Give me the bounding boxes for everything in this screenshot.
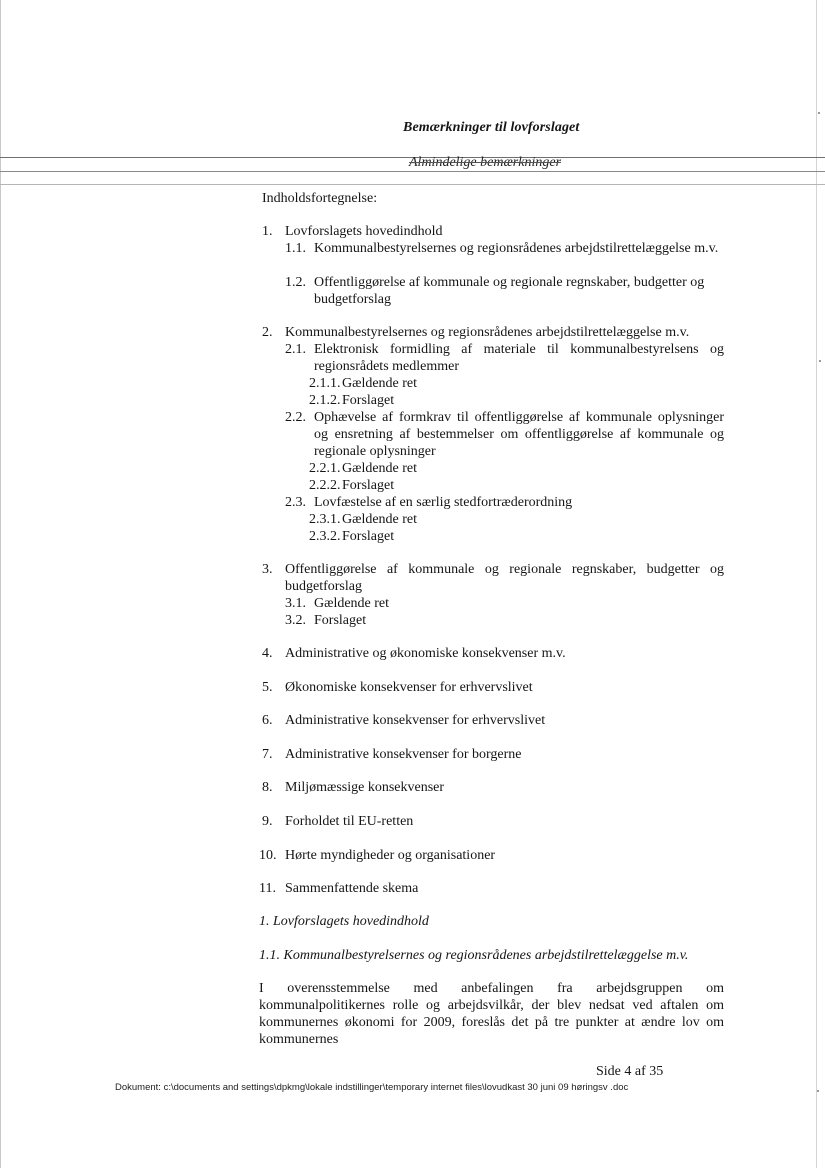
toc-item-label: Offentliggørelse af kommunale og regionale regnskaber, budgetter og budgetforslag — [314, 275, 705, 307]
toc-item-label: Forslaget — [342, 393, 395, 408]
toc-number: 2.2. — [285, 410, 306, 425]
toc-item-label: Kommunalbestyrelsernes og regionsrådenes arbejdstilrettelæggelse m.v. — [314, 241, 719, 256]
toc-item-label: Forholdet til EU-retten — [285, 814, 414, 829]
section-heading: 1. Lovforslagets hovedindhold — [259, 914, 429, 929]
toc-number: 9. — [262, 814, 273, 829]
toc-item-label: Hørte myndigheder og organisationer — [285, 848, 496, 863]
toc-item-label: Gældende ret — [342, 461, 418, 476]
toc-item-label: Gældende ret — [342, 512, 418, 527]
toc-item-label: Forslaget — [314, 613, 367, 628]
toc-number: 11. — [259, 881, 276, 896]
toc-number: 1.1. — [285, 241, 306, 256]
toc-heading: Indholdsfortegnelse: — [262, 191, 378, 206]
toc-item-label: Kommunalbestyrelsernes og regionsrådenes arbejdstilrettelæggelse m.v. — [285, 325, 690, 340]
toc-number: 2.2.2. — [309, 478, 341, 493]
toc-item-label: Administrative og økonomiske konsekvenser m.v. — [285, 646, 566, 661]
toc-item-label: Forslaget — [342, 529, 395, 544]
toc-item-label: Miljømæssige konsekvenser — [285, 780, 445, 795]
toc-item-label: Økonomiske konsekvenser for erhvervslivet — [285, 680, 533, 695]
toc-item-label: Elektronisk formidling af materiale til kommunalbestyrelsens og regionsrådets medlemmer — [314, 342, 724, 374]
subsection-heading: 1.1. Kommunalbestyrelsernes og regionsrådenes arbejdstilrettelæggelse m.v. — [259, 948, 689, 963]
page-header-title: Bemærkninger til lovforslaget — [403, 120, 580, 135]
toc-item-label: Forslaget — [342, 478, 395, 493]
toc-number: 3. — [262, 562, 273, 577]
toc-number: 3.1. — [285, 596, 306, 611]
toc-item-label: Administrative konsekvenser for erhvervslivet — [285, 713, 546, 728]
toc-item-label: Lovfæstelse af en særlig stedfortræderordning — [314, 495, 573, 510]
toc-number: 10. — [259, 848, 277, 863]
toc-item-label: Gældende ret — [314, 596, 390, 611]
toc-number: 2.1. — [285, 342, 306, 357]
toc-number: 2.3.2. — [309, 529, 341, 544]
toc-number: 2.2.1. — [309, 461, 341, 476]
page-header-subtitle: Almindelige bemærkninger — [409, 155, 562, 170]
toc-item-label: Ophævelse af formkrav til offentliggørelse af kommunale oplysninger og ensretning af bestemmelser om offentliggørelse af kommunale og regionale oplysninger — [314, 410, 724, 459]
body-paragraph: I overensstemmelse med anbefalingen fra arbejdsgruppen om kommunalpolitikernes rolle og arbejdsvilkår, der blev nedsat ved aftalen om kommunernes økonomi for 2009, foreslås det på tre punkter at ændre lov om kommunernes — [259, 981, 724, 1047]
toc-number: 3.2. — [285, 613, 306, 628]
toc-number: 5. — [262, 680, 273, 695]
toc-number: 2.3.1. — [309, 512, 341, 527]
toc-number: 4. — [262, 646, 273, 661]
document-path: Dokument: c:\documents and settings\dpkmg\lokale indstillinger\temporary internet files\lovudkast 30 juni 09 høringsv .doc — [115, 1082, 629, 1093]
toc-item-label: Offentliggørelse af kommunale og regionale regnskaber, budgetter og budgetforslag — [285, 562, 724, 594]
toc-item-label: Gældende ret — [342, 376, 418, 391]
page-number: Side 4 af 35 — [596, 1064, 664, 1079]
toc-number: 8. — [262, 780, 273, 795]
toc-item-label: Administrative konsekvenser for borgerne — [285, 747, 522, 762]
toc-number: 2.1.2. — [309, 393, 341, 408]
toc-number: 2. — [262, 325, 273, 340]
toc-number: 2.1.1. — [309, 376, 341, 391]
toc-item-label: Lovforslagets hovedindhold — [285, 224, 443, 239]
toc-number: 1. — [262, 224, 273, 239]
toc-number: 6. — [262, 713, 273, 728]
toc-number: 7. — [262, 747, 273, 762]
toc-number: 2.3. — [285, 495, 306, 510]
toc-item-label: Sammenfattende skema — [285, 881, 419, 896]
toc-number: 1.2. — [285, 275, 306, 290]
